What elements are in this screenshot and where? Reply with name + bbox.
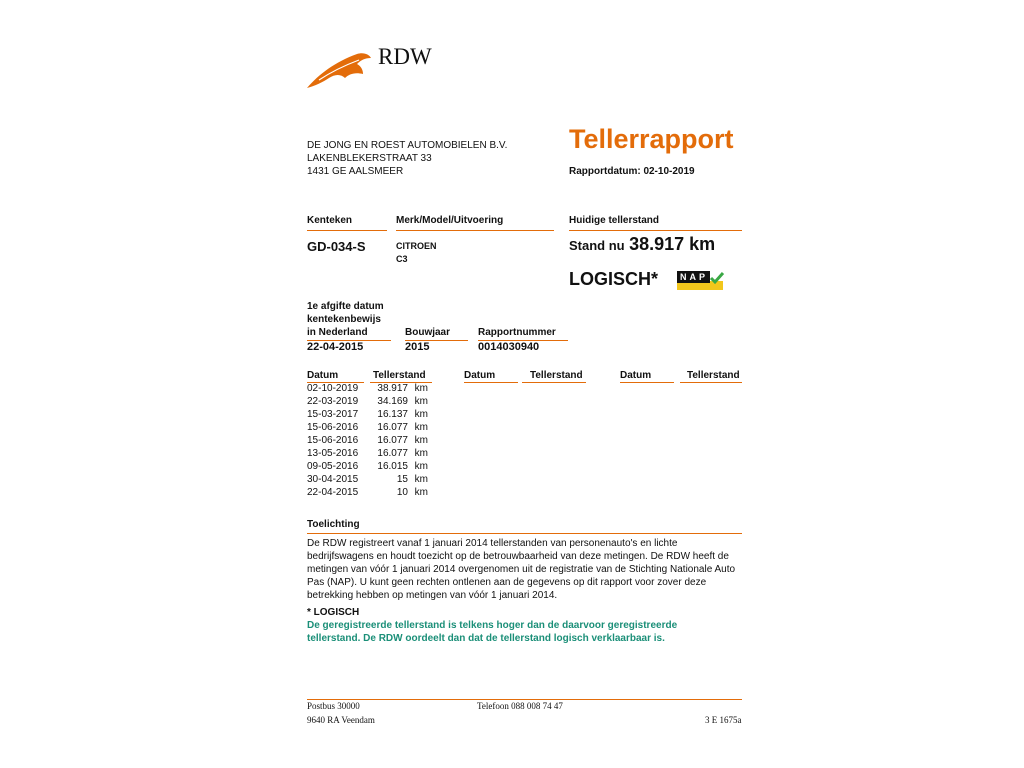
- row-date: 15-03-2017: [307, 409, 359, 420]
- row-value: 38.917: [377, 383, 408, 394]
- table-row: [307, 487, 432, 500]
- rdw-logo: [305, 44, 435, 92]
- row-unit: km: [414, 474, 428, 485]
- toelichting-heading: Toelichting: [307, 519, 360, 530]
- nap-text: NAP: [677, 271, 710, 283]
- nap-letters: [677, 271, 710, 283]
- logisch-line-2: tellerstand. De RDW oordeelt dan dat de tellerstand logisch verklaarbaar is.: [307, 633, 665, 644]
- afgifte-label-3: in Nederland: [307, 327, 368, 338]
- row-value: 16.077: [377, 448, 408, 459]
- logisch-heading: * LOGISCH: [307, 607, 360, 618]
- row-unit: km: [414, 448, 428, 459]
- huidige-rule: [569, 230, 742, 231]
- row-unit: km: [414, 461, 428, 472]
- model-value: C3: [396, 254, 408, 264]
- row-unit: km: [414, 396, 428, 407]
- logisch-line-1: De geregistreerde tellerstand is telkens hoger dan de daarvoor geregistreerde: [307, 620, 678, 631]
- footer-city: 9640 RA Veendam: [307, 715, 375, 725]
- bouwjaar-value: 2015: [405, 341, 430, 353]
- toelichting-rule: [307, 533, 742, 534]
- stand-line: [569, 234, 715, 255]
- page-title: Tellerrapport: [569, 124, 734, 154]
- table-row: [307, 435, 432, 448]
- toelichting-line-1: De RDW registreert vanaf 1 januari 2014 tellerstanden van personenauto's en lichte: [307, 538, 678, 549]
- row-date: 02-10-2019: [307, 383, 359, 394]
- row-unit: km: [414, 422, 428, 433]
- table-row: [307, 461, 432, 474]
- row-value: 16.137: [377, 409, 408, 420]
- row-date: 09-05-2016: [307, 461, 359, 472]
- footer-code: 3 E 1675a: [705, 715, 742, 725]
- recipient-street: LAKENBLEKERSTRAAT 33: [307, 153, 432, 164]
- stand-prefix: Stand nu: [569, 238, 625, 253]
- table-row: [307, 474, 432, 487]
- row-date: 30-04-2015: [307, 474, 359, 485]
- row-date: 22-03-2019: [307, 396, 359, 407]
- afgifte-label-2: kentekenbewijs: [307, 314, 381, 325]
- nap-badge: [677, 271, 725, 291]
- hist-rule-teller-3: [680, 382, 742, 383]
- hist-col-datum-1: Datum: [307, 370, 339, 381]
- hist-rule-teller-2: [522, 382, 586, 383]
- verdict: LOGISCH*: [569, 269, 659, 289]
- afgifte-date: 22-04-2015: [307, 341, 364, 353]
- kenteken-label: Kenteken: [307, 215, 353, 226]
- row-unit: km: [414, 383, 428, 394]
- row-value: 16.077: [377, 435, 408, 446]
- merk-rule: [396, 230, 554, 231]
- kenteken-value: GD-034-S: [307, 239, 366, 254]
- row-unit: km: [414, 487, 428, 498]
- recipient-name: DE JONG EN ROEST AUTOMOBIELEN B.V.: [307, 140, 508, 151]
- table-row: [307, 448, 432, 461]
- table-row: [307, 422, 432, 435]
- hist-col-datum-2: Datum: [464, 370, 496, 381]
- hist-col-teller-1: Tellerstand: [373, 370, 426, 381]
- merk-label: Merk/Model/Uitvoering: [396, 215, 504, 226]
- footer-rule: [307, 699, 742, 700]
- row-value: 34.169: [377, 396, 408, 407]
- toelichting-line-3: metingen van vóór 1 januari 2014 overgenomen uit de registratie van de Stichting Nationale Auto: [307, 564, 736, 575]
- kenteken-rule: [307, 230, 387, 231]
- huidige-label: Huidige tellerstand: [569, 215, 660, 226]
- stand-value: 38.917 km: [629, 234, 716, 254]
- table-row: [307, 409, 432, 422]
- row-value: 10: [396, 487, 408, 498]
- row-date: 15-06-2016: [307, 422, 359, 433]
- toelichting-line-5: betrekking hebben op metingen van vóór 1 januari 2014.: [307, 590, 558, 601]
- hist-rule-datum-3: [620, 382, 674, 383]
- footer-telefoon: Telefoon 088 008 74 47: [477, 701, 563, 711]
- afgifte-label-1: 1e afgifte datum: [307, 301, 384, 312]
- row-date: 15-06-2016: [307, 435, 359, 446]
- row-value: 16.015: [377, 461, 408, 472]
- row-unit: km: [414, 409, 428, 420]
- row-value: 15: [396, 474, 408, 485]
- row-date: 13-05-2016: [307, 448, 359, 459]
- hist-col-datum-3: Datum: [620, 370, 652, 381]
- report-date: Rapportdatum: 02-10-2019: [569, 166, 695, 177]
- rapport-label: Rapportnummer: [478, 327, 556, 338]
- merk-value: CITROEN: [396, 241, 437, 251]
- toelichting-line-4: Pas (NAP). U kunt geen rechten ontlenen aan de gegevens op dit rapport voor zover deze: [307, 577, 707, 588]
- check-icon: [709, 271, 725, 285]
- toelichting-line-2: bedrijfswagens en houdt toezicht op de betrouwbaarheid van deze metingen. De RDW heeft de: [307, 551, 729, 562]
- row-unit: km: [414, 435, 428, 446]
- row-date: 22-04-2015: [307, 487, 359, 498]
- hist-col-teller-3: Tellerstand: [687, 370, 740, 381]
- hist-col-teller-2: Tellerstand: [530, 370, 583, 381]
- logo-text: RDW: [378, 44, 432, 69]
- table-row: [307, 383, 432, 396]
- bouwjaar-label: Bouwjaar: [405, 327, 451, 338]
- rapport-value: 0014030940: [478, 341, 540, 353]
- rdw-leaf-icon: [305, 44, 375, 92]
- footer-postbus: Postbus 30000: [307, 701, 360, 711]
- hist-rule-datum-2: [464, 382, 518, 383]
- table-row: [307, 396, 432, 409]
- recipient-city: 1431 GE AALSMEER: [307, 166, 404, 177]
- row-value: 16.077: [377, 422, 408, 433]
